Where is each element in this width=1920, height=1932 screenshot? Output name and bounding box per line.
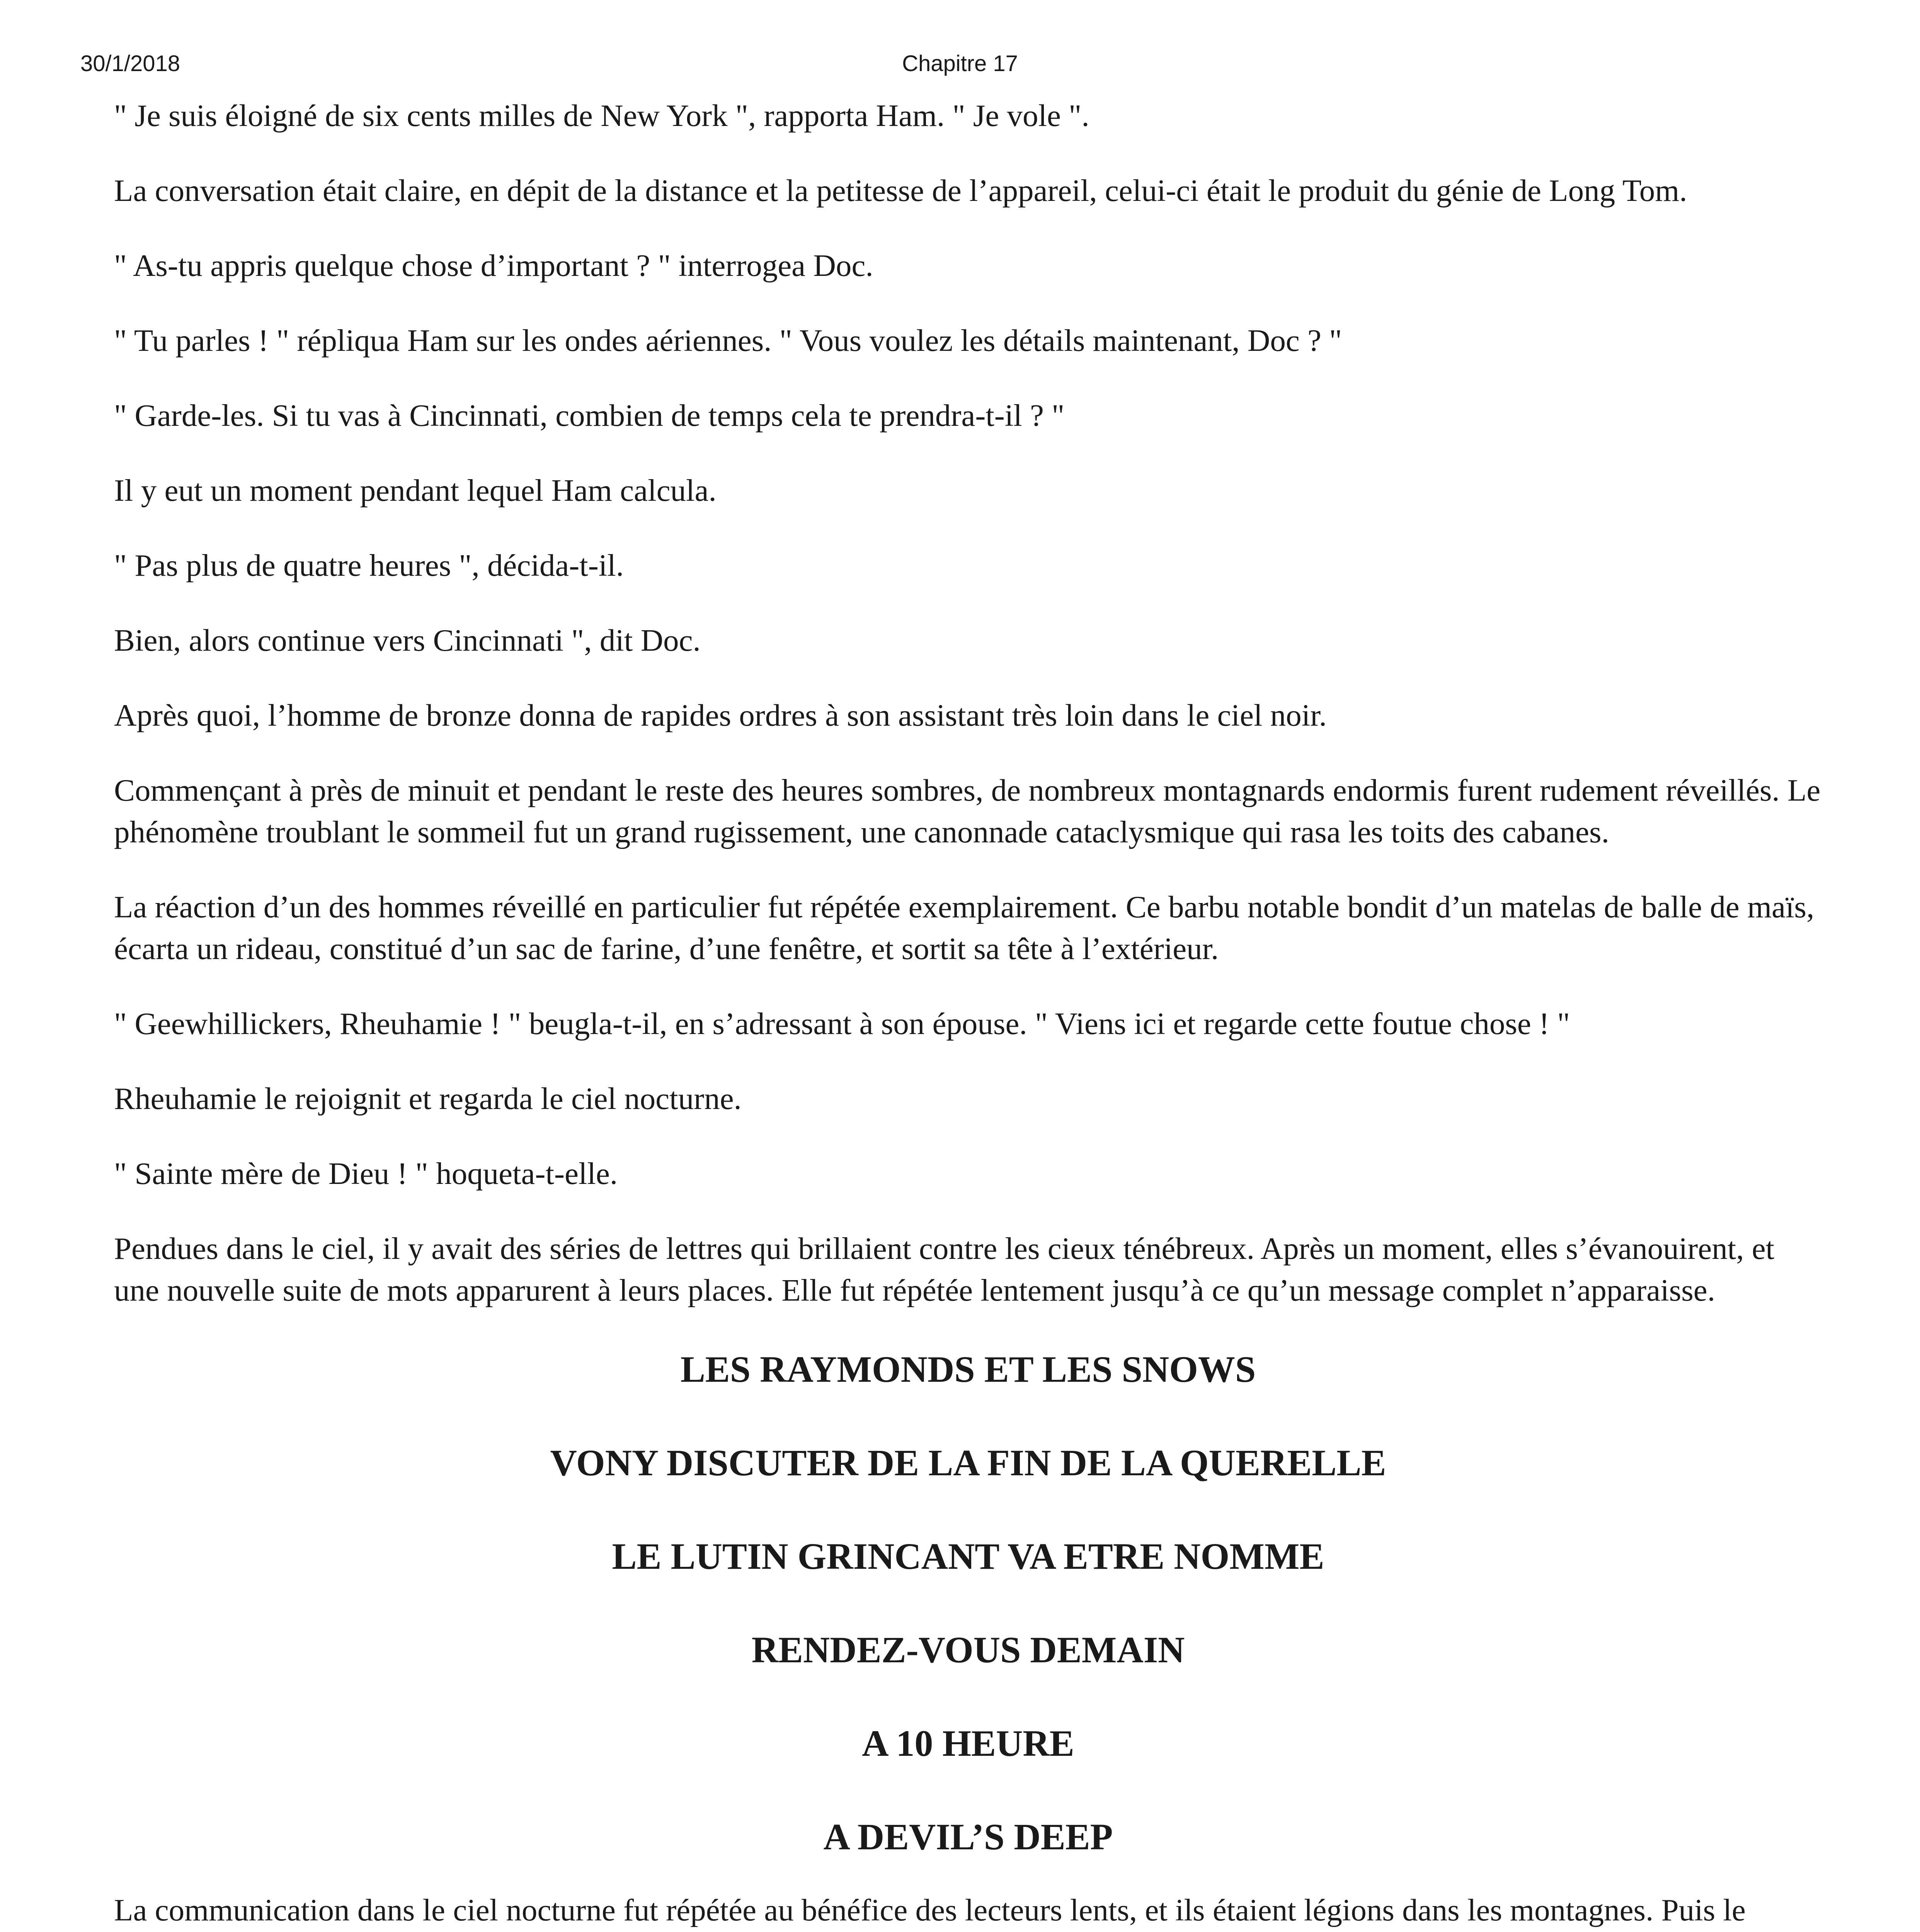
paragraph: Il y eut un moment pendant lequel Ham calcula.: [114, 473, 717, 508]
sky-message-line: VONY DISCUTER DE LA FIN DE LA QUERELLE: [550, 1442, 1386, 1483]
paragraph: " Tu parles ! " répliqua Ham sur les ondes aériennes. " Vous voulez les détails maintenant, Doc ? ": [114, 323, 1342, 358]
sky-message-line: RENDEZ-VOUS DEMAIN: [751, 1629, 1185, 1670]
paragraph: La conversation était claire, en dépit de la distance et la petitesse de l’appareil, celui-ci était le produit du génie de Long Tom.: [114, 173, 1687, 208]
paragraph: La réaction d’un des hommes réveillé en particulier fut répétée exemplairement. Ce barbu notable bondit d’un matelas de balle de maïs, écarta un rideau, constitué d’un sac de farine, d’une fenêtre, et sortit sa tête à l’extérieur.: [114, 889, 1814, 966]
sky-message-line: A DEVIL’S DEEP: [823, 1816, 1113, 1857]
sky-message-line: LE LUTIN GRINCANT VA ETRE NOMME: [612, 1536, 1324, 1577]
paragraph: La communication dans le ciel nocturne fut répétée au bénéfice des lecteurs lents, et ils étaient légions dans les montagnes. Puis le: [114, 1893, 1746, 1927]
paragraph: Après quoi, l’homme de bronze donna de rapides ordres à son assistant très loin dans le ciel noir.: [114, 698, 1327, 733]
paragraph: Bien, alors continue vers Cincinnati ", dit Doc.: [114, 623, 701, 658]
paragraph: Rheuhamie le rejoignit et regarda le ciel nocturne.: [114, 1081, 742, 1116]
paragraph: " As-tu appris quelque chose d’important ? " interrogea Doc.: [114, 248, 873, 283]
paragraph: " Geewhillickers, Rheuhamie ! " beugla-t-il, en s’adressant à son épouse. " Viens ici et regarde cette foutue chose ! ": [114, 1006, 1570, 1041]
paragraph: " Garde-les. Si tu vas à Cincinnati, combien de temps cela te prendra-t-il ? ": [114, 398, 1065, 433]
paragraph: Commençant à près de minuit et pendant le reste des heures sombres, de nombreux montagnards endormis furent rudement réveillés. Le phénomène troublant le sommeil fut un grand rugissement, une canonnade cataclysmique qui rasa les toits des cabanes.: [114, 773, 1821, 849]
paragraph: Pendues dans le ciel, il y avait des séries de lettres qui brillaient contre les cieux ténébreux. Après un moment, elles s’évanouirent, et une nouvelle suite de mots apparurent à leurs places. Elle fut répétée lentement jusqu’à ce qu’un message complet n’apparaisse.: [114, 1231, 1775, 1308]
sky-message-line: LES RAYMONDS ET LES SNOWS: [680, 1349, 1256, 1390]
paragraph: " Pas plus de quatre heures ", décida-t-il.: [114, 548, 624, 583]
chapter-content: [114, 95, 1822, 1932]
header-title: Chapitre 17: [902, 51, 1018, 76]
sky-message-line: A 10 HEURE: [862, 1723, 1074, 1764]
header-date: 30/1/2018: [80, 51, 180, 76]
paragraph: " Je suis éloigné de six cents milles de New York ", rapporta Ham. " Je vole ".: [114, 98, 1089, 133]
paragraph: " Sainte mère de Dieu ! " hoqueta-t-elle.: [114, 1156, 618, 1191]
